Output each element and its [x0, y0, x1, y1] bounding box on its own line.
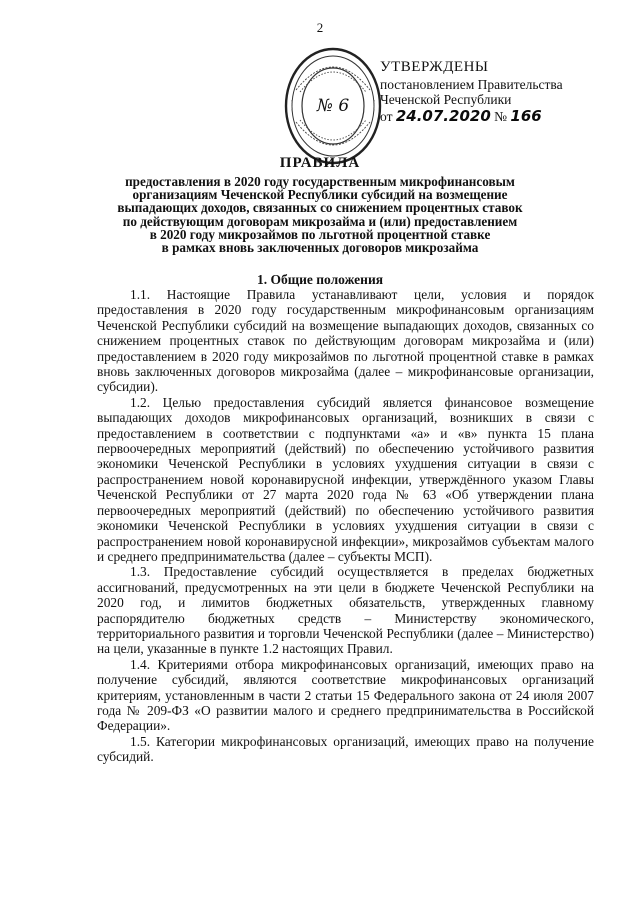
document-body — [97, 287, 594, 765]
section-title: 1. Общие положения — [256, 272, 384, 287]
subtitle-line: в рамках вновь заключенных договоров микрозайма — [161, 240, 479, 256]
number-sign: № — [494, 109, 508, 124]
paragraph-1-3: 1.3. Предоставление субсидий осуществляется в пределах бюджетных ассигнований, предусмотренных на эти цели в бюджете Чеченской Республики на 2020 год, и лимитов бюджетных обязательств, утвержденных главному распорядителю бюджетных средств – Министерству экономического, территориального развития и торговли Чеченской Республики (далее – Министерство) на цели, указанные в пункте 1.2 настоящих Правил. — [97, 564, 594, 657]
subtitle-line: по действующим договорам микрозайма и (или) предоставлением — [122, 213, 518, 229]
handwritten-number: 166 — [510, 107, 542, 125]
subtitle-line: в 2020 году микрозаймов по льготной процентной ставке — [149, 226, 491, 242]
document-title: ПРАВИЛА — [279, 155, 361, 171]
subtitle-line: организациям Чеченской Республики субсидий на возмещение — [132, 187, 508, 203]
document-subtitle — [100, 175, 540, 254]
paragraph-1-1: 1.1. Настоящие Правила устанавливают цели, условия и порядок предоставления в 2020 году государственным микрофинансовым организациям Чеченской Республики субсидий на возмещение выпадающих доходов, связанных со снижением процентных ставок по действующим договорам микрозайма и (или) предоставлением в 2020 году микрозаймов по льготной процентной ставке в рамках вновь заключенных договоров микрозайма (далее – микрофинансовые организации, субсидии). — [97, 287, 594, 395]
subtitle-line: выпадающих доходов, связанных со снижением процентных ставок — [117, 200, 523, 216]
paragraph-1-4: 1.4. Критериями отбора микрофинансовых организаций, имеющих право на получение субсидий, являются соответствие микрофинансовых организаций критериям, установленным в части 2 статьи 15 Федерального закона от 24 июля 2007 года № 209-ФЗ «О развитии малого и среднего предпринимательства в Российской Федерации». — [97, 656, 594, 734]
official-seal-stamp — [283, 40, 383, 170]
subtitle-line: предоставления в 2020 году государственным микрофинансовым — [125, 174, 515, 189]
paragraph-1-2: 1.2. Целью предоставления субсидий является финансовое возмещение выпадающих доходов микрофинансовых организаций, возникших в связи с предоставлением в соответствии с подпунктами «а» и «в» пункта 15 плана первоочередных мероприятий (действий) по обеспечению устойчивого развития экономики Чеченской Республики в условиях ухудшения ситуации в связи с распространением новой коронавирусной инфекции, утверждённого указом Главы Чеченской Республики от 27 марта 2020 года № 63 «Об утверждении плана первоочередных мероприятий (действий) по обеспечению устойчивого развития экономики Чеченской Республики в условиях ухудшения ситуации в связи с распространением новой коронавирусной инфекции», микрозаймов субъектам малого и среднего предпринимательства (далее – субъекты МСП). — [97, 394, 594, 564]
seal-number-label: № 6 — [316, 96, 350, 116]
page-number: 2 — [316, 20, 324, 35]
paragraph-1-5: 1.5. Категории микрофинансовых организаций, имеющих право на получение субсидий. — [97, 733, 594, 765]
date-prefix: от — [380, 109, 393, 124]
approval-heading: УТВЕРЖДЕНЫ — [380, 59, 489, 75]
approval-line-1: постановлением Правительства — [380, 77, 563, 92]
approval-block — [380, 60, 620, 124]
handwritten-date: 24.07.2020 — [395, 107, 491, 125]
approval-line-2: Чеченской Республики — [380, 92, 512, 107]
approval-date-line — [380, 109, 620, 124]
